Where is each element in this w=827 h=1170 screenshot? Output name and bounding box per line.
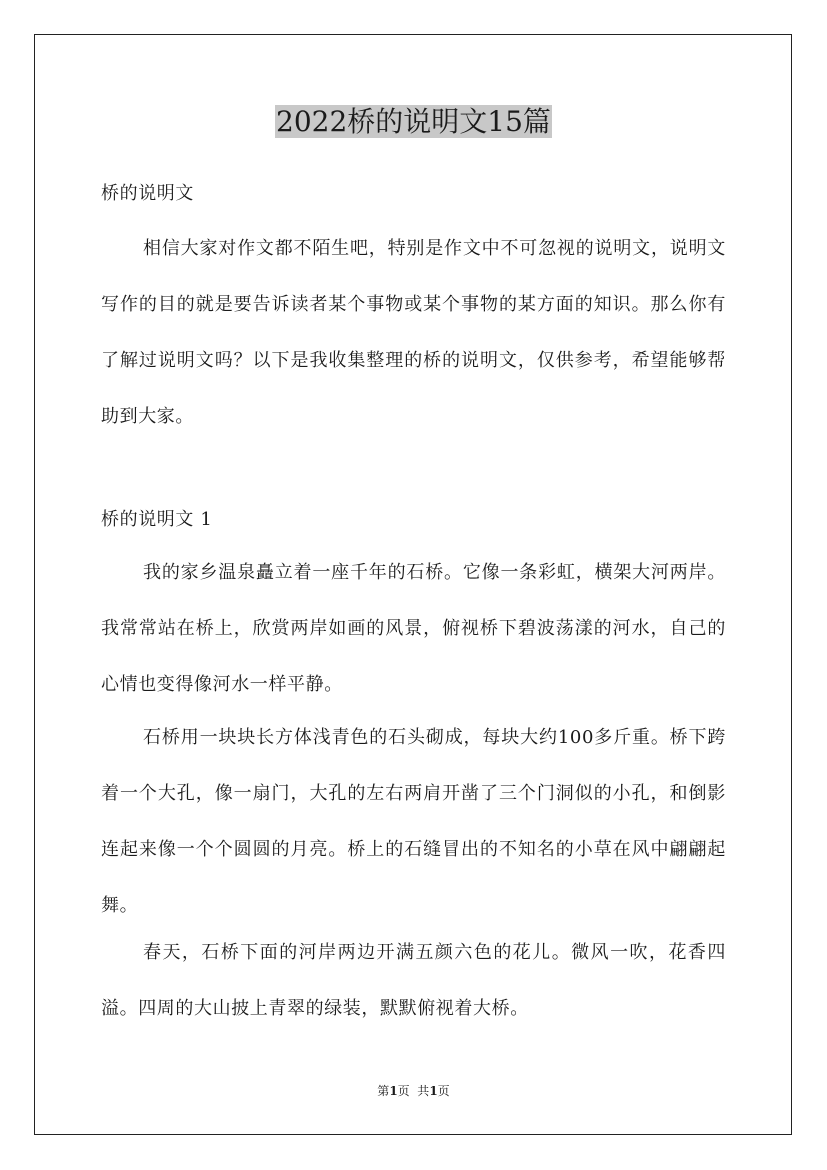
current-page-number: 1 — [389, 1084, 398, 1098]
section-heading: 桥的说明文 — [101, 183, 194, 204]
document-title — [0, 104, 827, 140]
body-paragraph-3: 春天，石桥下面的河岸两边开满五颜六色的花儿。微风一吹，花香四溢。四周的大山披上青翠的绿装，默默俯视着大桥。 — [101, 942, 726, 1019]
page-footer — [0, 1083, 827, 1099]
document-title-text: 2022桥的说明文15篇 — [276, 105, 551, 138]
intro-paragraph: 相信大家对作文都不陌生吧，特别是作文中不可忽视的说明文，说明文写作的目的就是要告诉读者某个事物或某个事物的某方面的知识。那么你有了解过说明文吗？以下是我收集整理的桥的说明文，仅供参考，希望能够帮助到大家。 — [101, 238, 726, 427]
total-page-number: 1 — [429, 1084, 438, 1098]
body-paragraph-1: 我的家乡温泉矗立着一座千年的石桥。它像一条彩虹，横架大河两岸。我常常站在桥上，欣赏两岸如画的风景，俯视桥下碧波荡漾的河水，自己的心情也变得像河水一样平静。 — [101, 562, 726, 695]
page-prefix: 第 — [377, 1084, 390, 1098]
article-heading: 桥的说明文 1 — [101, 509, 213, 530]
body-paragraph-2: 石桥用一块块长方体浅青色的石头砌成，每块大约100多斤重。桥下跨着一个大孔，像一扇门，大孔的左右两肩开凿了三个门洞似的小孔，和倒影连起来像一个个圆圆的月亮。桥上的石缝冒出的不知名的小草在风中翩翩起舞。 — [101, 727, 726, 916]
page-middle: 页 共 — [397, 1084, 430, 1098]
page-suffix: 页 — [437, 1084, 450, 1098]
